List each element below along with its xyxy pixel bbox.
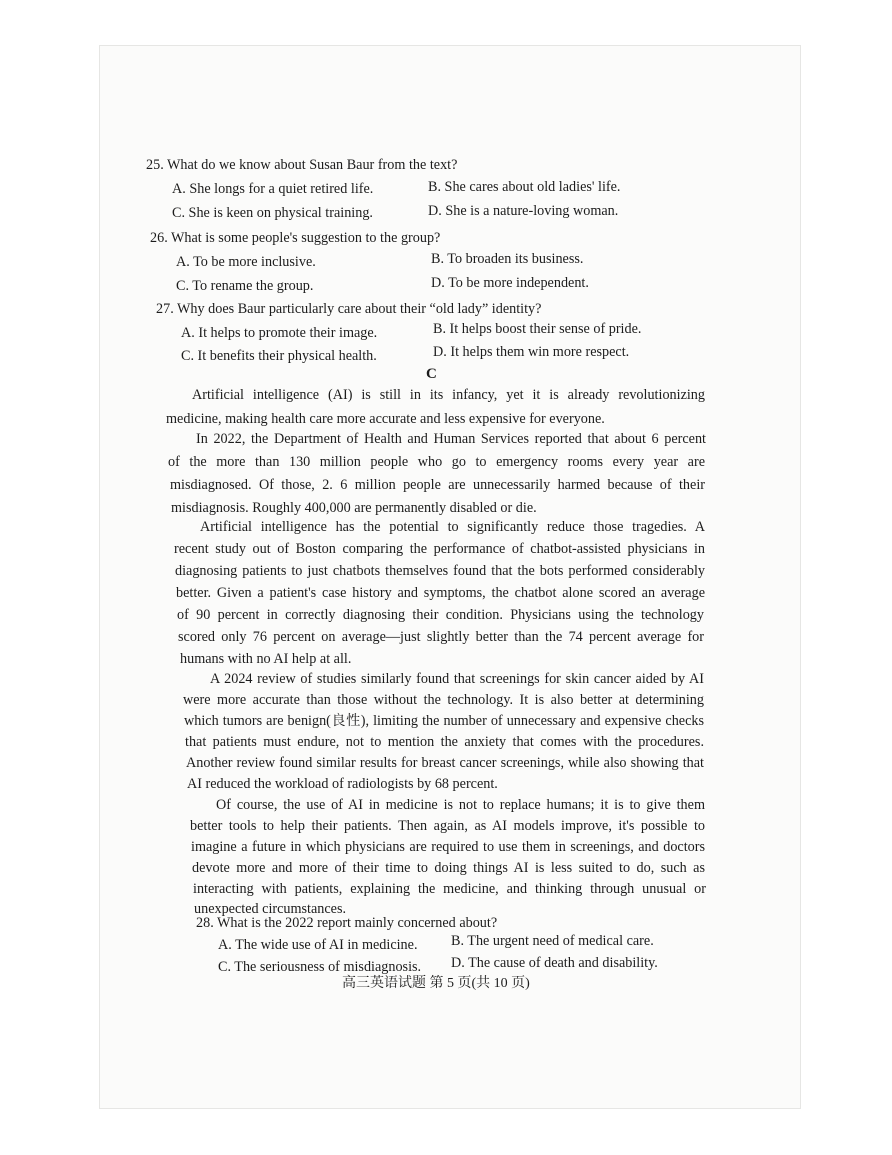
question-28-stem: 28. What is the 2022 report mainly concerned about?: [196, 915, 498, 931]
question-26-option-d: D. To be more independent.: [431, 275, 589, 291]
question-26-option-b: B. To broaden its business.: [431, 251, 584, 267]
passage-line: recent study out of Boston comparing the performance of chatbot-assisted physicians in: [174, 541, 705, 557]
passage-line: better. Given a patient's case history and symptoms, the chatbot alone scored an average: [176, 585, 705, 601]
question-27-option-d: D. It helps them win more respect.: [433, 344, 630, 360]
question-27-stem: 27. Why does Baur particularly care about their “old lady” identity?: [156, 301, 542, 317]
passage-line: In 2022, the Department of Health and Human Services reported that about 6 percent: [196, 431, 706, 447]
question-26-option-c: C. To rename the group.: [176, 278, 314, 294]
passage-line: unexpected circumstances.: [194, 901, 347, 917]
passage-line: better tools to help their patients. Then again, as AI models improve, it's possible to: [190, 818, 705, 834]
passage-line: devote more and more of their time to doing things AI is less suited to do, such as: [192, 860, 705, 876]
passage-line: of the more than 130 million people who go to emergency rooms every year are: [168, 454, 705, 470]
passage-line: of 90 percent in correctly diagnosing their condition. Physicians using the technology: [177, 607, 704, 623]
question-25-option-d: D. She is a nature-loving woman.: [428, 203, 619, 219]
passage-line: which tumors are benign(良性), limiting the number of unnecessary and expensive checks: [184, 713, 704, 729]
passage-line: imagine a future in which physicians are required to use them in screenings, and doctors: [191, 839, 705, 855]
question-25-option-a: A. She longs for a quiet retired life.: [172, 181, 374, 197]
question-27-option-a: A. It helps to promote their image.: [181, 325, 378, 341]
passage-line: A 2024 review of studies similarly found that screenings for skin cancer aided by AI: [210, 671, 704, 687]
section-heading: C: [426, 366, 437, 382]
question-28-option-c: C. The seriousness of misdiagnosis.: [218, 959, 422, 975]
passage-line: were more accurate than those without the technology. It is also better at determining: [183, 692, 704, 708]
passage-line: humans with no AI help at all.: [180, 651, 352, 667]
passage-line: AI reduced the workload of radiologists by 68 percent.: [187, 776, 498, 792]
passage-line: medicine, making health care more accurate and less expensive for everyone.: [166, 411, 605, 427]
question-26-stem: 26. What is some people's suggestion to the group?: [150, 230, 441, 246]
question-28-option-a: A. The wide use of AI in medicine.: [218, 937, 418, 953]
passage-line: interacting with patients, explaining the medicine, and thinking through unusual or: [193, 881, 706, 897]
passage-line: that patients must endure, not to mention the anxiety that comes with the procedures.: [185, 734, 704, 750]
passage-line: Of course, the use of AI in medicine is not to replace humans; it is to give them: [216, 797, 705, 813]
question-26-option-a: A. To be more inclusive.: [176, 254, 316, 270]
page-footer: 高三英语试题 第 5 页(共 10 页): [342, 976, 530, 991]
passage-line: Artificial intelligence (AI) is still in its infancy, yet it is already revolutionizing: [192, 387, 705, 403]
passage-line: misdiagnosis. Roughly 400,000 are permanently disabled or die.: [171, 500, 537, 516]
question-25-option-b: B. She cares about old ladies' life.: [428, 179, 621, 195]
passage-line: Another review found similar results for breast cancer screenings, while also showing that: [186, 755, 704, 771]
passage-line: scored only 76 percent on average—just slightly better than the 74 percent average for: [178, 629, 704, 645]
question-28-option-b: B. The urgent need of medical care.: [451, 933, 654, 949]
question-27-option-b: B. It helps boost their sense of pride.: [433, 321, 642, 337]
question-27-option-c: C. It benefits their physical health.: [181, 348, 377, 364]
question-28-option-d: D. The cause of death and disability.: [451, 955, 658, 971]
passage-line: diagnosing patients to just chatbots themselves found that the bots performed considerably: [175, 563, 705, 579]
question-25-stem: 25. What do we know about Susan Baur from the text?: [146, 157, 458, 173]
question-25-option-c: C. She is keen on physical training.: [172, 205, 373, 221]
passage-line: misdiagnosed. Of those, 2. 6 million people are unnecessarily harmed because of their: [170, 477, 705, 493]
passage-line: Artificial intelligence has the potential to significantly reduce those tragedies. A: [200, 519, 705, 535]
